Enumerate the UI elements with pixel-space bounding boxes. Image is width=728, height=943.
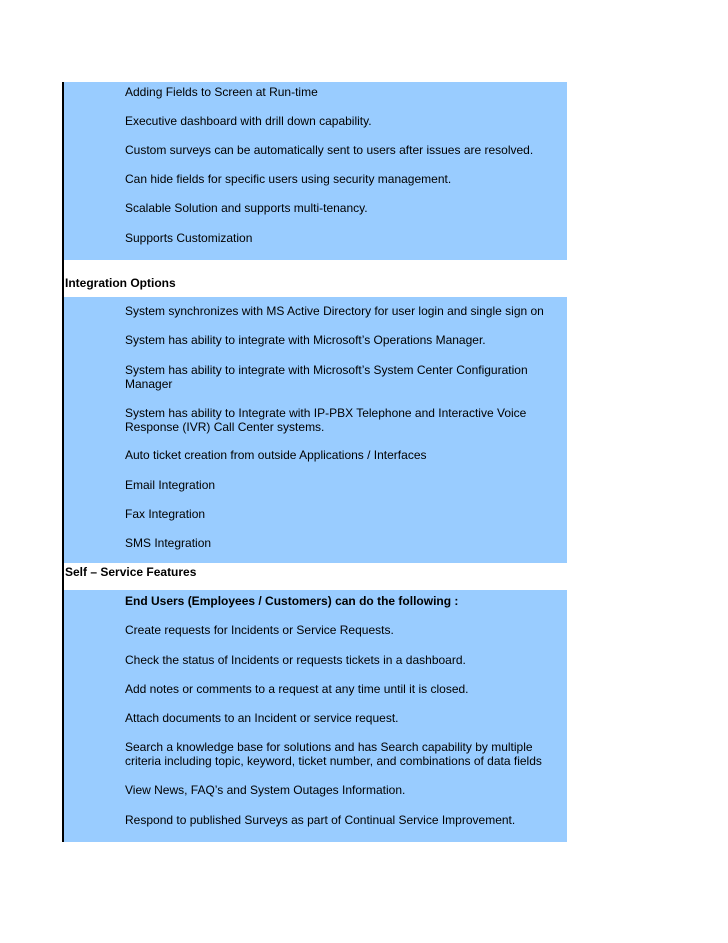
- self-service-item: Respond to published Surveys as part of Continual Service Improvement.: [125, 813, 516, 827]
- integration-item: System synchronizes with MS Active Directory for user login and single sign on: [125, 304, 544, 318]
- self-service-item: Add notes or comments to a request at any time until it is closed.: [125, 682, 469, 696]
- feature-item: Scalable Solution and supports multi-tenancy.: [125, 201, 368, 215]
- integration-item: Auto ticket creation from outside Applications / Interfaces: [125, 448, 427, 462]
- feature-item: Supports Customization: [125, 231, 253, 245]
- integration-item: System has ability to integrate with Microsoft’s System Center Configuration Manager: [125, 363, 528, 391]
- self-service-item: Search a knowledge base for solutions and has Search capability by multiple criteria including topic, keyword, ticket number, and combinations of data fields: [125, 740, 542, 768]
- integration-item: SMS Integration: [125, 536, 212, 550]
- self-service-item: View News, FAQ’s and System Outages Information.: [125, 783, 406, 797]
- self-service-subheading: End Users (Employees / Customers) can do the following :: [125, 594, 459, 608]
- integration-item: System has ability to integrate with Microsoft’s Operations Manager.: [125, 333, 486, 347]
- self-service-item: Check the status of Incidents or requests tickets in a dashboard.: [125, 653, 466, 667]
- feature-item: Adding Fields to Screen at Run-time: [125, 85, 318, 99]
- section-heading-self-service: Self – Service Features: [65, 565, 197, 579]
- self-service-item: Create requests for Incidents or Service Requests.: [125, 623, 394, 637]
- integration-item: Email Integration: [125, 478, 216, 492]
- integration-item: System has ability to Integrate with IP-PBX Telephone and Interactive Voice Response (IVR) Call Center systems.: [125, 406, 527, 434]
- feature-item: Can hide fields for specific users using security management.: [125, 172, 452, 186]
- feature-item: Custom surveys can be automatically sent to users after issues are resolved.: [125, 143, 534, 157]
- feature-item: Executive dashboard with drill down capability.: [125, 114, 372, 128]
- section-heading-integration: Integration Options: [65, 276, 176, 290]
- integration-item: Fax Integration: [125, 507, 206, 521]
- self-service-item: Attach documents to an Incident or service request.: [125, 711, 399, 725]
